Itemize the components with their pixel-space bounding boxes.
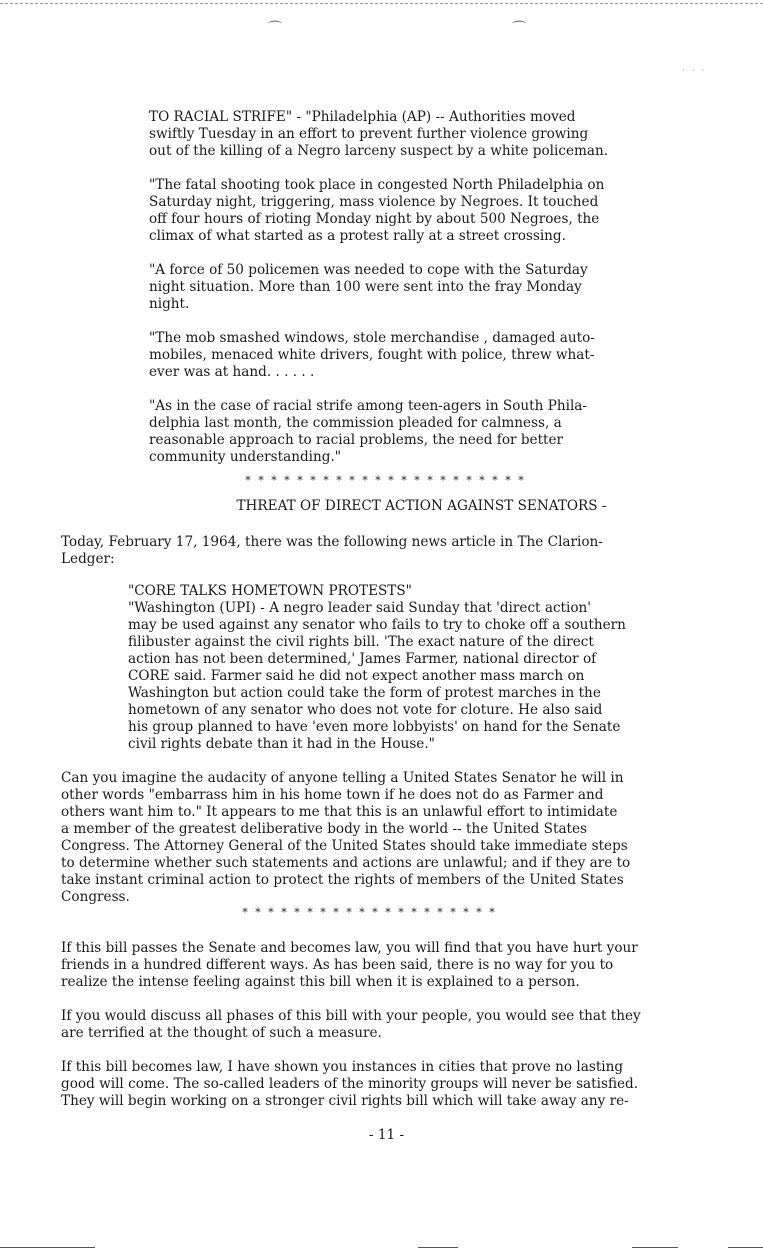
text-line: good will come. The so-called leaders of the minority groups will never be satisfied.: [61, 1076, 639, 1092]
text-line: off four hours of rioting Monday night by about 500 Negroes, the: [149, 211, 600, 227]
bottom-edge-mark: [0, 1247, 95, 1248]
text-line: They will begin working on a stronger civil rights bill which will take away any re-: [61, 1093, 629, 1109]
text-line: friends in a hundred different ways. As has been said, there is no way for you to: [61, 957, 614, 973]
text-line: take instant criminal action to protect the rights of members of the United States: [61, 872, 624, 888]
text-line: If you would discuss all phases of this bill with your people, you would see that they: [61, 1008, 641, 1024]
text-line: CORE said. Farmer said he did not expect another mass march on: [128, 668, 585, 684]
text-line: community understanding.": [149, 449, 342, 465]
text-line: "A force of 50 policemen was needed to cope with the Saturday: [149, 262, 588, 278]
text-line: "Washington (UPI) - A negro leader said Sunday that 'direct action': [128, 600, 592, 616]
text-line: Congress.: [61, 889, 130, 905]
text-line: other words "embarrass him in his home town if he does not do as Farmer and: [61, 787, 604, 803]
text-line: If this bill passes the Senate and becomes law, you will find that you have hurt your: [61, 940, 638, 956]
text-line: "The mob smashed windows, stole merchandise , damaged auto-: [149, 330, 595, 346]
text-line: filibuster against the civil rights bill. 'The exact nature of the direct: [128, 634, 594, 650]
text-line: swiftly Tuesday in an effort to prevent further violence growing: [149, 126, 589, 142]
text-line: Saturday night, triggering, mass violence by Negroes. It touched: [149, 194, 599, 210]
text-line: out of the killing of a Negro larceny suspect by a white policeman.: [149, 143, 609, 159]
punch-mark-right: ⌒: [512, 21, 526, 37]
text-line: civil rights debate than it had in the House.": [128, 736, 435, 752]
text-line: "The fatal shooting took place in congested North Philadelphia on: [149, 177, 605, 193]
bottom-edge-mark: [632, 1247, 678, 1248]
top-dashed-border: [0, 3, 763, 4]
text-line: "As in the case of racial strife among teen-agers in South Phila-: [149, 398, 588, 414]
text-line: climax of what started as a protest rally at a street crossing.: [149, 228, 566, 244]
text-line: are terrified at the thought of such a measure.: [61, 1025, 382, 1041]
text-line: Today, February 17, 1964, there was the following news article in The Clarion-: [61, 534, 603, 550]
text-line: If this bill becomes law, I have shown you instances in cities that prove no lasting: [61, 1059, 624, 1075]
text-line: reasonable approach to racial problems, the need for better: [149, 432, 564, 448]
text-line: Ledger:: [61, 551, 115, 567]
bottom-edge-mark: [418, 1247, 458, 1248]
text-line: action has not been determined,' James Farmer, national director of: [128, 651, 597, 667]
page-number: - 11 -: [368, 1127, 405, 1143]
punch-mark-left: ⌒: [268, 21, 282, 37]
star-divider: * * * * * * * * * * * * * * * * * * * * * *: [245, 474, 526, 487]
text-line: his group planned to have 'even more lobbyists' on hand for the Senate: [128, 719, 621, 735]
text-line: may be used against any senator who fails to try to choke off a southern: [128, 617, 626, 633]
text-line: a member of the greatest deliberative body in the world -- the United States: [61, 821, 588, 837]
text-line: to determine whether such statements and actions are unlawful; and if they are to: [61, 855, 631, 871]
text-line: delphia last month, the commission pleaded for calmness, a: [149, 415, 562, 431]
text-line: Washington but action could take the form of protest marches in the: [128, 685, 601, 701]
text-line: mobiles, menaced white drivers, fought with police, threw what-: [149, 347, 595, 363]
text-line: night.: [149, 296, 190, 312]
text-line: ever was at hand. . . . . .: [149, 364, 315, 380]
section-heading: THREAT OF DIRECT ACTION AGAINST SENATORS -: [236, 498, 607, 514]
text-line: night situation. More than 100 were sent into the fray Monday: [149, 279, 582, 295]
quote-headline: "CORE TALKS HOMETOWN PROTESTS": [128, 583, 412, 599]
star-divider: * * * * * * * * * * * * * * * * * * * *: [242, 906, 497, 919]
text-line: others want him to." It appears to me that this is an unlawful effort to intimidate: [61, 804, 618, 820]
text-line: Can you imagine the audacity of anyone telling a United States Senator he will in: [61, 770, 624, 786]
text-line: hometown of any senator who does not vote for cloture. He also said: [128, 702, 603, 718]
text-line: Congress. The Attorney General of the United States should take immediate steps: [61, 838, 628, 854]
bottom-edge-mark: [728, 1247, 763, 1248]
scan-speck: · · ·: [682, 66, 707, 76]
text-line: realize the intense feeling against this bill when it is explained to a person.: [61, 974, 580, 990]
text-line: TO RACIAL STRIFE" - "Philadelphia (AP) -- Authorities moved: [149, 109, 576, 125]
